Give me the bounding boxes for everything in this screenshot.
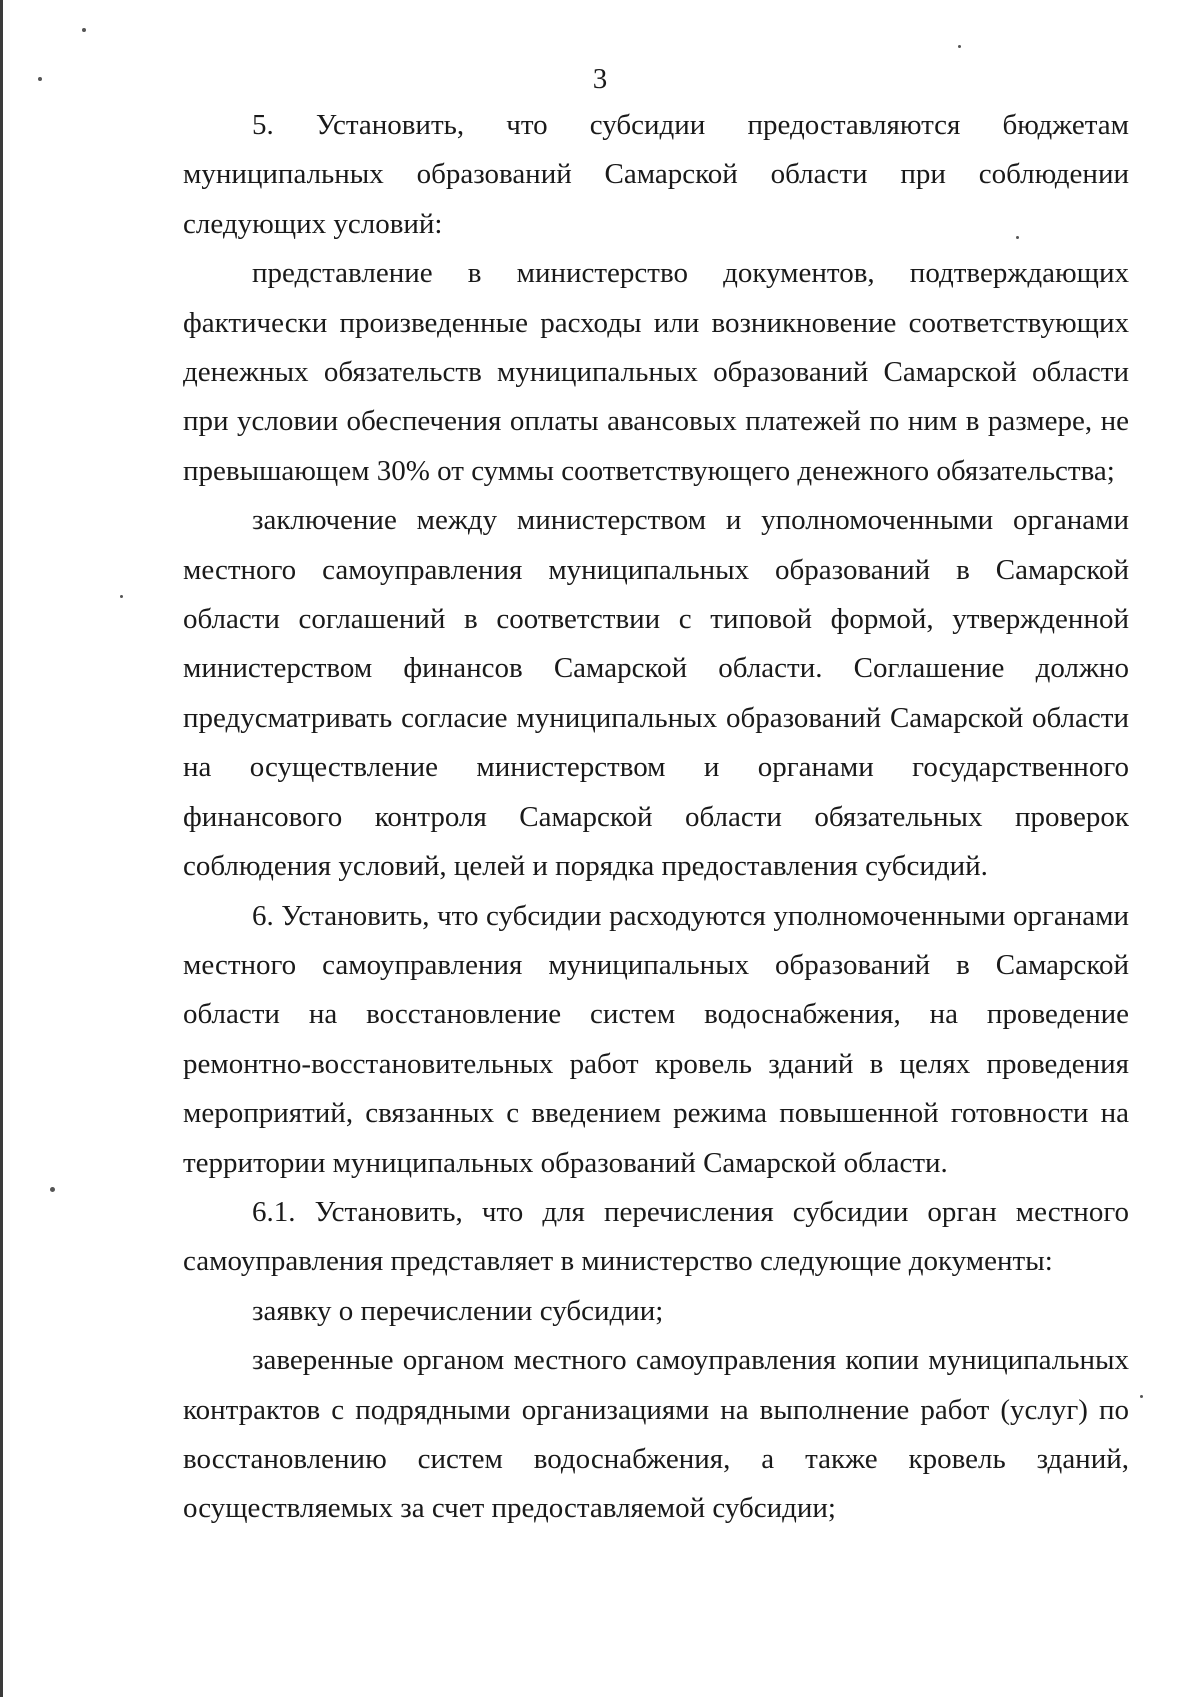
paragraph-5: 5. Установить, что субсидии предоставляются бюджетам муниципальных образований Самарской области при соблюдении следующих условий: [183, 109, 1129, 240]
scan-speck [958, 45, 961, 48]
scan-speck [120, 595, 123, 598]
scan-speck [50, 1187, 55, 1192]
page-number: 3 [592, 63, 608, 95]
scan-speck [82, 28, 86, 32]
paragraph-6-1: 6.1. Установить, что для перечисления субсидии орган местного самоуправления представляет в министерство следующие документы: [183, 1195, 1129, 1278]
paragraph-6-1-item-2: заверенные органом местного самоуправления копии муниципальных контрактов с подрядными организациями на выполнение работ (услуг) по восстановлению систем водоснабжения, а также кровель зданий, осуществляемых за счет предоставляемой субсидии; [183, 1344, 1129, 1525]
scan-speck [1016, 236, 1019, 239]
scan-edge [0, 0, 3, 1697]
paragraph-5-condition-2: заключение между министерством и уполномоченными органами местного самоуправления муниципальных образований в Самарской области соглашений в соответствии с типовой формой, утвержденной министерством финансов Самарской области. Соглашение должно предусматривать согласие муниципальных образований Самарской области на осуществление министерством и органами государственного финансового контроля Самарской области обязательных проверок соблюдения условий, целей и порядка предоставления субсидий. [183, 504, 1129, 883]
paragraph-6-1-item-1: заявку о перечислении субсидии; [252, 1294, 664, 1327]
paragraph-6: 6. Установить, что субсидии расходуются уполномоченными органами местного самоуправления муниципальных образований в Самарской области на восстановление систем водоснабжения, на проведение ремонтно-восстановительных работ кровель зданий в целях проведения мероприятий, связанных с введением режима повышенной готовности на территории муниципальных образований Самарской области. [183, 899, 1129, 1179]
scan-speck [1140, 1395, 1143, 1398]
paragraph-5-condition-1: представление в министерство документов, подтверждающих фактически произведенные расходы или возникновение соответствующих денежных обязательств муниципальных образований Самарской области при условии обеспечения оплаты авансовых платежей по ним в размере, не превышающем 30% от суммы соответствующего денежного обязательства; [183, 257, 1129, 487]
document-body [183, 101, 1129, 1534]
scan-speck [38, 77, 42, 81]
